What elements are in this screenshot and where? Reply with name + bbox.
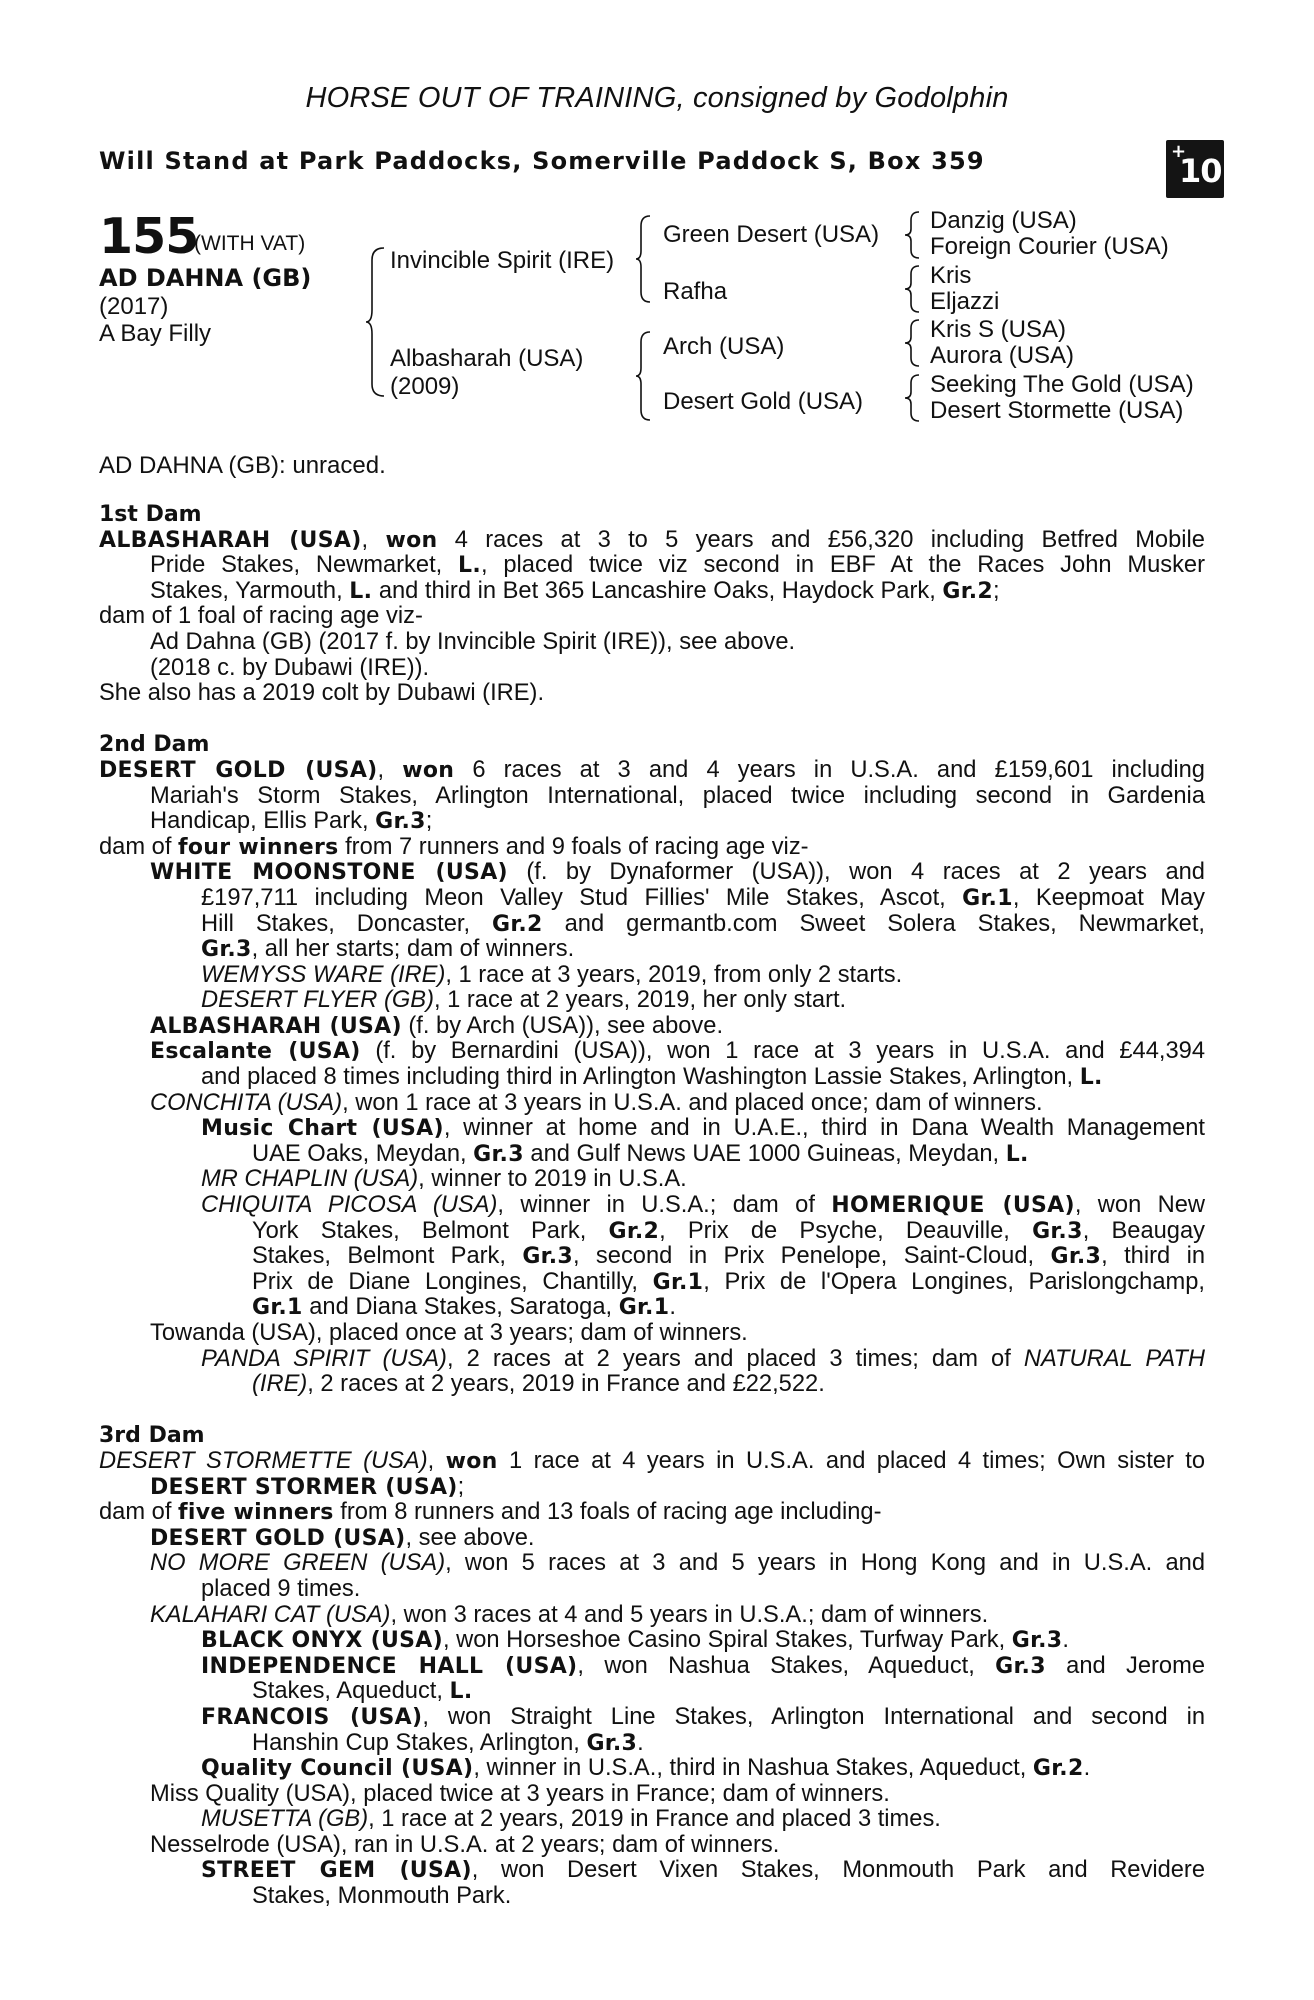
- third-dam-line-4: DESERT GOLD (USA), see above.: [150, 1524, 535, 1551]
- stand-location: Will Stand at Park Paddocks, Somerville Paddock S, Box 359: [99, 147, 985, 175]
- page-header-title: HORSE OUT OF TRAINING, consigned by Godolphin: [305, 82, 1009, 114]
- pedigree-brace-desert-gold: [903, 373, 923, 423]
- vat-label: (WITH VAT): [194, 232, 306, 255]
- third-dam-line-17: STREET GEM (USA), won Desert Vixen Stakes, Monmouth Park and Revidere: [201, 1857, 1205, 1884]
- pedigree-brace-sire: [634, 214, 654, 304]
- pedigree-sdd: Eljazzi: [930, 288, 1000, 315]
- third-dam-line-10: Stakes, Aqueduct, L.: [252, 1678, 473, 1705]
- third-dam-line-2: DESERT STORMER (USA);: [150, 1473, 465, 1500]
- second-dam-line-18: CHIQUITA PICOSA (USA), winner in U.S.A.; dam of HOMERIQUE (USA), won New: [201, 1192, 1206, 1219]
- pedigree-ssd: Foreign Courier (USA): [930, 233, 1169, 260]
- third-dam-line-18: Stakes, Monmouth Park.: [252, 1883, 512, 1910]
- pedigree-dam-year: (2009): [390, 373, 460, 400]
- pedigree-dam-dam: Desert Gold (USA): [663, 388, 864, 415]
- pedigree-dam: Albasharah (USA): [390, 345, 584, 372]
- pedigree-brace-arch: [903, 318, 923, 368]
- badge-plus: +: [1171, 141, 1187, 162]
- second-dam-line-10: DESERT FLYER (GB), 1 race at 2 years, 2019, her only start.: [201, 987, 847, 1014]
- pedigree-sire-dam: Rafha: [663, 278, 728, 305]
- first-dam-line-2: Pride Stakes, Newmarket, L., placed twice viz second in EBF At the Races John Musker: [150, 552, 1205, 579]
- second-dam-line-20: Stakes, Belmont Park, Gr.3, second in Prix Penelope, Saint-Cloud, Gr.3, third in: [252, 1243, 1205, 1270]
- horse-description: A Bay Filly: [99, 320, 212, 347]
- pedigree-brace-first: [364, 246, 388, 398]
- second-dam-line-3: Handicap, Ellis Park, Gr.3;: [150, 808, 433, 835]
- third-dam-line-5: NO MORE GREEN (USA), won 5 races at 3 and 5 years in Hong Kong and in U.S.A. and: [150, 1550, 1205, 1577]
- family-details: [99, 502, 1205, 1910]
- pedigree-dam-sire: Arch (USA): [663, 333, 785, 360]
- pedigree-ddd: Desert Stormette (USA): [930, 397, 1184, 424]
- pedigree-dds: Seeking The Gold (USA): [930, 371, 1194, 398]
- first-dam-line-6: (2018 c. by Dubawi (IRE)).: [150, 654, 430, 681]
- second-dam-heading: 2nd Dam: [99, 732, 210, 758]
- foaling-year: (2017): [99, 293, 169, 320]
- second-dam-line-16: UAE Oaks, Meydan, Gr.3 and Gulf News UAE 1000 Guineas, Meydan, L.: [252, 1140, 1029, 1167]
- third-dam-line-11: FRANCOIS (USA), won Straight Line Stakes, Arlington International and second in: [201, 1703, 1206, 1730]
- second-dam-line-11: ALBASHARAH (USA) (f. by Arch (USA)), see above.: [150, 1012, 724, 1039]
- third-dam-line-1: DESERT STORMETTE (USA), won 1 race at 4 years in U.S.A. and placed 4 times; Own sister to: [99, 1447, 1206, 1474]
- first-dam-line-5: Ad Dahna (GB) (2017 f. by Invincible Spirit (IRE)), see above.: [150, 628, 796, 655]
- third-dam-line-14: Miss Quality (USA), placed twice at 3 years in France; dam of winners.: [150, 1780, 890, 1807]
- second-dam-line-25: (IRE), 2 races at 2 years, 2019 in France and £22,522.: [252, 1371, 825, 1398]
- third-dam-line-15: MUSETTA (GB), 1 race at 2 years, 2019 in France and placed 3 times.: [201, 1806, 941, 1833]
- pedigree-dsd: Aurora (USA): [930, 342, 1075, 369]
- first-dam-line-3: Stakes, Yarmouth, L. and third in Bet 365 Lancashire Oaks, Haydock Park, Gr.2;: [150, 577, 1000, 604]
- first-dam-line-7: She also has a 2019 colt by Dubawi (IRE).: [99, 680, 545, 707]
- second-dam-line-12: Escalante (USA) (f. by Bernardini (USA)), won 1 race at 3 years in U.S.A. and £44,394: [150, 1038, 1206, 1065]
- second-dam-line-6: £197,711 including Meon Valley Stud Fillies' Mile Stakes, Ascot, Gr.1, Keepmoat May: [201, 884, 1205, 911]
- pedigree-brace-rafha: [903, 264, 923, 314]
- lot-badge: [1166, 140, 1224, 198]
- third-dam-line-6: placed 9 times.: [201, 1575, 361, 1602]
- second-dam-line-21: Prix de Diane Longines, Chantilly, Gr.1, Prix de l'Opera Longines, Parislongchamp,: [252, 1268, 1205, 1295]
- third-dam-line-16: Nesselrode (USA), ran in U.S.A. at 2 years; dam of winners.: [150, 1831, 780, 1858]
- third-dam-line-8: BLACK ONYX (USA), won Horseshoe Casino Spiral Stakes, Turfway Park, Gr.3.: [201, 1627, 1069, 1654]
- lot-number: 155: [99, 208, 199, 265]
- badge-number: 10: [1179, 152, 1222, 190]
- first-dam-line-1: ALBASHARAH (USA), won 4 races at 3 to 5 years and £56,320 including Betfred Mobile: [99, 526, 1205, 553]
- third-dam-heading: 3rd Dam: [99, 1423, 205, 1449]
- second-dam-line-5: WHITE MOONSTONE (USA) (f. by Dynaformer (USA)), won 4 races at 2 years and: [150, 859, 1205, 886]
- first-dam-line-4: dam of 1 foal of racing age viz-: [99, 603, 423, 630]
- second-dam-line-23: Towanda (USA), placed once at 3 years; dam of winners.: [150, 1320, 748, 1346]
- second-dam-line-8: Gr.3, all her starts; dam of winners.: [201, 936, 575, 963]
- pedigree-brace-green-desert: [903, 210, 923, 260]
- third-dam-line-12: Hanshin Cup Stakes, Arlington, Gr.3.: [252, 1729, 644, 1756]
- pedigree-sire: Invincible Spirit (IRE): [390, 247, 615, 274]
- second-dam-line-19: York Stakes, Belmont Park, Gr.2, Prix de Psyche, Deauville, Gr.3, Beaugay: [252, 1217, 1205, 1244]
- second-dam-line-1: DESERT GOLD (USA), won 6 races at 3 and 4 years in U.S.A. and £159,601 including: [99, 756, 1205, 783]
- pedigree-dss: Kris S (USA): [930, 316, 1067, 343]
- second-dam-line-14: CONCHITA (USA), won 1 race at 3 years in U.S.A. and placed once; dam of winners.: [150, 1089, 1043, 1116]
- second-dam-line-9: WEMYSS WARE (IRE), 1 race at 3 years, 2019, from only 2 starts.: [201, 961, 903, 988]
- second-dam-line-13: and placed 8 times including third in Arlington Washington Lassie Stakes, Arlington, L.: [201, 1064, 1103, 1091]
- third-dam-line-13: Quality Council (USA), winner in U.S.A., third in Nashua Stakes, Aqueduct, Gr.2.: [201, 1755, 1091, 1782]
- pedigree-sss: Danzig (USA): [930, 207, 1077, 234]
- race-record: AD DAHNA (GB): unraced.: [99, 452, 386, 479]
- third-dam-line-3: dam of five winners from 8 runners and 13 foals of racing age including-: [99, 1499, 882, 1526]
- second-dam-line-22: Gr.1 and Diana Stakes, Saratoga, Gr.1.: [252, 1294, 676, 1321]
- second-dam-line-7: Hill Stakes, Doncaster, Gr.2 and germantb.com Sweet Solera Stakes, Newmarket,: [201, 910, 1206, 937]
- first-dam-heading: 1st Dam: [99, 502, 202, 527]
- second-dam-line-15: Music Chart (USA), winner at home and in U.A.E., third in Dana Wealth Management: [201, 1115, 1205, 1142]
- third-dam-line-7: KALAHARI CAT (USA), won 3 races at 4 and 5 years in U.S.A.; dam of winners.: [150, 1601, 989, 1628]
- second-dam-line-4: dam of four winners from 7 runners and 9 foals of racing age viz-: [99, 833, 809, 860]
- second-dam-line-24: PANDA SPIRIT (USA), 2 races at 2 years and placed 3 times; dam of NATURAL PATH: [201, 1345, 1205, 1372]
- horse-name: AD DAHNA (GB): [99, 264, 312, 292]
- pedigree-sire-sire: Green Desert (USA): [663, 221, 880, 248]
- pedigree-brace-dam: [634, 330, 654, 422]
- second-dam-line-2: Mariah's Storm Stakes, Arlington International, placed twice including second in Gardenia: [150, 782, 1205, 809]
- third-dam-line-9: INDEPENDENCE HALL (USA), won Nashua Stakes, Aqueduct, Gr.3 and Jerome: [201, 1652, 1206, 1679]
- pedigree-sds: Kris: [930, 262, 972, 289]
- second-dam-line-17: MR CHAPLIN (USA), winner to 2019 in U.S.A.: [201, 1166, 687, 1193]
